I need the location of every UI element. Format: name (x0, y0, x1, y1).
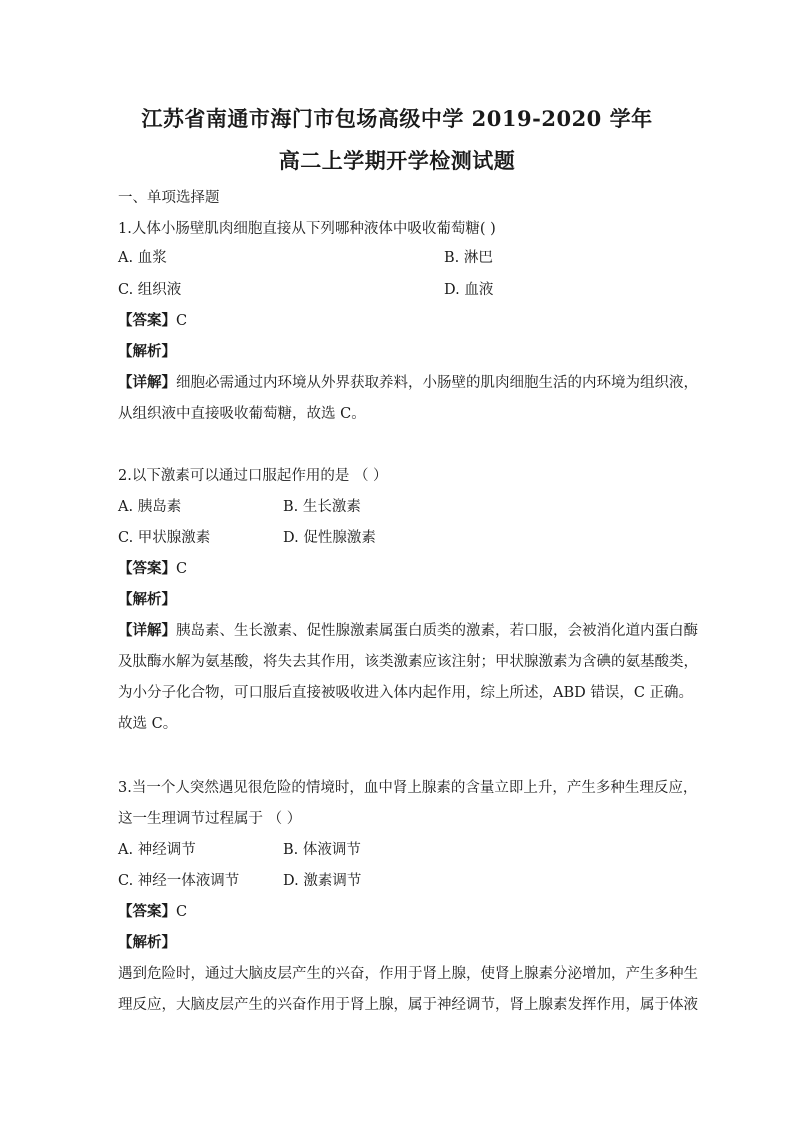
question-3-analysis-label: 【解析】 (118, 934, 176, 951)
document-title-line-1: 江苏省南通市海门市包场高级中学 2019-2020 学年 (141, 106, 653, 131)
question-2-detail-line-4: 故选 C。 (118, 716, 178, 732)
answer-label: 【答案】 (118, 312, 176, 329)
question-1-option-b: B. 淋巴 (444, 250, 493, 266)
answer-label: 【答案】 (118, 903, 176, 920)
question-2-answer (118, 559, 187, 579)
question-3-answer (118, 902, 187, 922)
question-2-option-c: C. 甲状腺激素 (118, 530, 211, 546)
question-1-option-d: D. 血液 (444, 282, 494, 298)
answer-value: C (176, 904, 188, 920)
document-title-line-2: 高二上学期开学检测试题 (278, 148, 516, 173)
question-3-detail-line-1: 遇到危险时，通过大脑皮层产生的兴奋，作用于肾上腺，使肾上腺素分泌增加，产生多种生 (118, 966, 698, 982)
question-3-option-b: B. 体液调节 (283, 842, 361, 858)
question-1-analysis-label: 【解析】 (118, 343, 176, 360)
question-1-detail-line-2: 从组织液中直接吸收葡萄糖，故选 C。 (118, 406, 366, 422)
question-1-answer (118, 311, 187, 331)
question-2-option-a: A. 胰岛素 (118, 499, 182, 515)
question-2-option-d: D. 促性腺激素 (283, 530, 376, 546)
detail-text: 胰岛素、生长激素、促性腺激素属蛋白质类的激素，若口服，会被消化道内蛋白酶 (176, 623, 698, 639)
question-2-stem: 2.以下激素可以通过口服起作用的是 （ ） (118, 468, 388, 484)
question-3-stem-line-2: 这一生理调节过程属于 （ ） (118, 811, 302, 827)
answer-value: C (176, 561, 188, 577)
question-3-option-c: C. 神经一体液调节 (118, 873, 240, 889)
question-1-option-c: C. 组织液 (118, 282, 182, 298)
answer-label: 【答案】 (118, 560, 176, 577)
question-1-stem: 1.人体小肠壁肌肉细胞直接从下列哪种液体中吸收葡萄糖( ) (118, 221, 496, 237)
answer-value: C (176, 313, 188, 329)
question-3-detail-line-2: 理反应，大脑皮层产生的兴奋作用于肾上腺，属于神经调节，肾上腺素发挥作用，属于体液 (118, 997, 698, 1013)
detail-text: 细胞必需通过内环境从外界获取养料，小肠壁的肌肉细胞生活的内环境为组织液， (176, 375, 698, 391)
question-3-option-a: A. 神经调节 (118, 842, 196, 858)
question-2-detail-line-2: 及肽酶水解为氨基酸，将失去其作用，该类激素应该注射；甲状腺激素为含碘的氨基酸类， (118, 654, 698, 670)
detail-label: 【详解】 (118, 622, 176, 639)
question-2-detail-line-3: 为小分子化合物，可口服后直接被吸收进入体内起作用，综上所述，ABD 错误，C 正确。 (118, 685, 694, 701)
section-heading: 一、单项选择题 (118, 190, 220, 206)
question-1-option-a: A. 血浆 (118, 250, 167, 266)
question-2-option-b: B. 生长激素 (283, 499, 361, 515)
question-2-analysis-label: 【解析】 (118, 591, 176, 608)
detail-label: 【详解】 (118, 374, 176, 391)
question-2-detail-line-1 (118, 621, 698, 641)
question-1-detail-line-1 (118, 373, 698, 393)
question-3-stem-line-1: 3.当一个人突然遇见很危险的情境时，血中肾上腺素的含量立即上升，产生多种生理反应， (118, 780, 698, 796)
question-3-option-d: D. 激素调节 (283, 873, 362, 889)
